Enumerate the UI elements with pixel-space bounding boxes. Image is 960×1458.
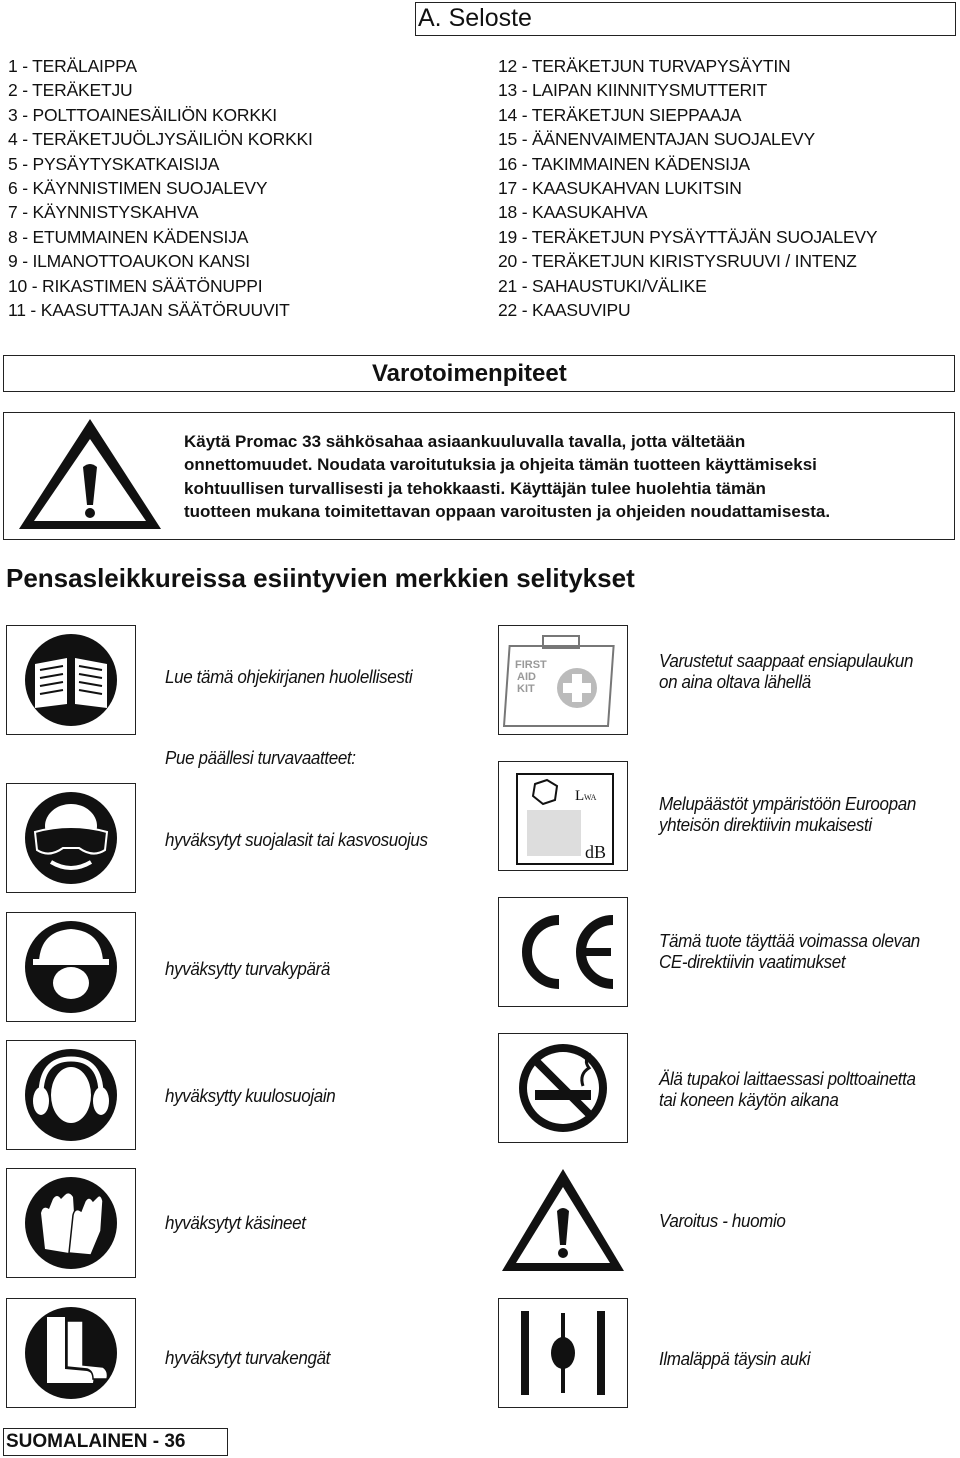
caption-line: Tämä tuote täyttää voimassa olevan (659, 930, 920, 951)
no-smoking-icon (499, 1034, 626, 1141)
page-title: A. Seloste (418, 4, 532, 32)
part-item: 11 - KAASUTTAJAN SÄÄTÖRUUVIT (8, 300, 290, 321)
part-item: 2 - TERÄKETJU (8, 80, 133, 101)
part-item: 19 - TERÄKETJUN PYSÄYTTÄJÄN SUOJALEVY (498, 226, 878, 247)
noise-caption (659, 793, 916, 835)
ce-caption (659, 930, 920, 972)
part-item: 6 - KÄYNNISTIMEN SUOJALEVY (8, 178, 268, 199)
part-item: 3 - POLTTOAINESÄILIÖN KORKKI (8, 104, 277, 125)
caption-line: Älä tupakoi laittaessasi polttoainetta (659, 1068, 916, 1089)
noise-symbol (498, 761, 628, 871)
ppe-intro: Pue päällesi turvavaatteet: (165, 747, 356, 768)
precaution-line: onnettomuudet. Noudata varoitutuksia ja ohjeita tämän tuotteen käyttämiseksi (184, 455, 817, 475)
ce-mark-icon (499, 898, 626, 1005)
warning-caption: Varoitus - huomio (659, 1210, 786, 1231)
kit-label-2: AID (517, 671, 536, 683)
symbols-heading: Pensasleikkureissa esiintyvien merkkien selitykset (6, 563, 635, 593)
book-icon (7, 626, 134, 733)
part-item: 18 - KAASUKAHVA (498, 202, 648, 223)
caption-line: CE-direktiivin vaatimukset (659, 951, 846, 972)
part-item: 21 - SAHAUSTUKI/VÄLIKE (498, 275, 707, 296)
db-label: dB (585, 842, 607, 862)
caption-line: Varustetut saappaat ensiapulaukun (659, 650, 914, 671)
choke-open-icon (499, 1299, 626, 1406)
footer-label: SUOMALAINEN - 36 (6, 1431, 186, 1452)
caption-line: yhteisön direktiivin mukaisesti (659, 814, 872, 835)
parts-list-left (8, 54, 313, 322)
choke-caption: Ilmaläppä täysin auki (659, 1348, 811, 1369)
kit-label-1: FIRST (515, 659, 547, 671)
goggles-caption: hyväksytyt suojalasit tai kasvosuojus (165, 829, 428, 850)
gloves-icon (7, 1169, 134, 1276)
caption-line: Melupäästöt ympäristöön Euroopan (659, 793, 916, 814)
ear-protection-symbol (6, 1040, 136, 1150)
part-item: 1 - TERÄLAIPPA (8, 56, 137, 76)
part-item: 4 - TERÄKETJUÖLJYSÄILIÖN KORKKI (8, 129, 313, 150)
first-aid-kit-icon (499, 626, 626, 733)
ear-caption: hyväksytty kuulosuojain (165, 1085, 336, 1106)
lwa-sub: WA (584, 793, 597, 802)
warning-symbol (498, 1165, 628, 1275)
part-item: 9 - ILMANOTTOAUKON KANSI (8, 251, 250, 272)
kit-label-3: KIT (517, 683, 535, 695)
part-item: 13 - LAIPAN KIINNITYSMUTTERIT (498, 80, 768, 101)
warning-triangle-icon (15, 415, 165, 533)
gloves-symbol (6, 1168, 136, 1278)
part-item: 10 - RIKASTIMEN SÄÄTÖNUPPI (8, 275, 263, 296)
boots-caption: hyväksytyt turvakengät (165, 1347, 331, 1368)
part-item: 22 - KAASUVIPU (498, 300, 631, 321)
caption-line: on aina oltava lähellä (659, 671, 811, 692)
helmet-icon (7, 913, 134, 1020)
part-item: 17 - KAASUKAHVAN LUKITSIN (498, 178, 742, 199)
part-item: 20 - TERÄKETJUN KIRISTYSRUUVI / INTENZ (498, 251, 857, 272)
warning-icon (498, 1165, 628, 1275)
caption-line: tai koneen käytön aikana (659, 1089, 839, 1110)
part-item: 7 - KÄYNNISTYSKAHVA (8, 202, 199, 223)
manual-caption: Lue tämä ohjekirjanen huolellisesti (165, 666, 413, 687)
part-item: 12 - TERÄKETJUN TURVAPYSÄYTIN (498, 56, 791, 76)
precaution-line: Käytä Promac 33 sähkösahaa asiaankuuluvalla tavalla, jotta vältetään (184, 432, 746, 451)
boots-symbol (6, 1298, 136, 1408)
part-item: 15 - ÄÄNENVAIMENTAJAN SUOJALEVY (498, 129, 815, 150)
ce-symbol (498, 897, 628, 1007)
firstaid-caption (659, 650, 913, 692)
goggles-icon (7, 784, 134, 891)
goggles-symbol (6, 783, 136, 893)
part-item: 16 - TAKIMMAINEN KÄDENSIJA (498, 153, 750, 174)
parts-list-right (498, 54, 877, 322)
part-item: 5 - PYSÄYTYSKATKAISIJA (8, 153, 220, 174)
choke-symbol (498, 1298, 628, 1408)
no-smoking-symbol (498, 1033, 628, 1143)
helmet-symbol (6, 912, 136, 1022)
ear-protection-icon (7, 1041, 134, 1148)
precautions-text (184, 430, 830, 523)
part-item: 14 - TERÄKETJUN SIEPPAAJA (498, 104, 742, 125)
no-smoking-caption (659, 1068, 916, 1110)
firstaid-symbol (498, 625, 628, 735)
part-item: 8 - ETUMMAINEN KÄDENSIJA (8, 226, 249, 247)
lwa-label: L (575, 788, 585, 804)
noise-level-icon (499, 762, 626, 869)
precautions-title: Varotoimenpiteet (372, 360, 567, 387)
manual-symbol (6, 625, 136, 735)
gloves-caption: hyväksytyt käsineet (165, 1212, 306, 1233)
precaution-line: kohtuullisen turvallisesti ja tehokkaasti. Käyttäjän tulee huolehtia tämän (184, 478, 766, 498)
boots-icon (7, 1299, 134, 1406)
helmet-caption: hyväksytty turvakypärä (165, 958, 331, 979)
precaution-line: tuotteen mukana toimitettavan oppaan varoitusten ja ohjeiden noudattamisesta. (184, 501, 831, 521)
